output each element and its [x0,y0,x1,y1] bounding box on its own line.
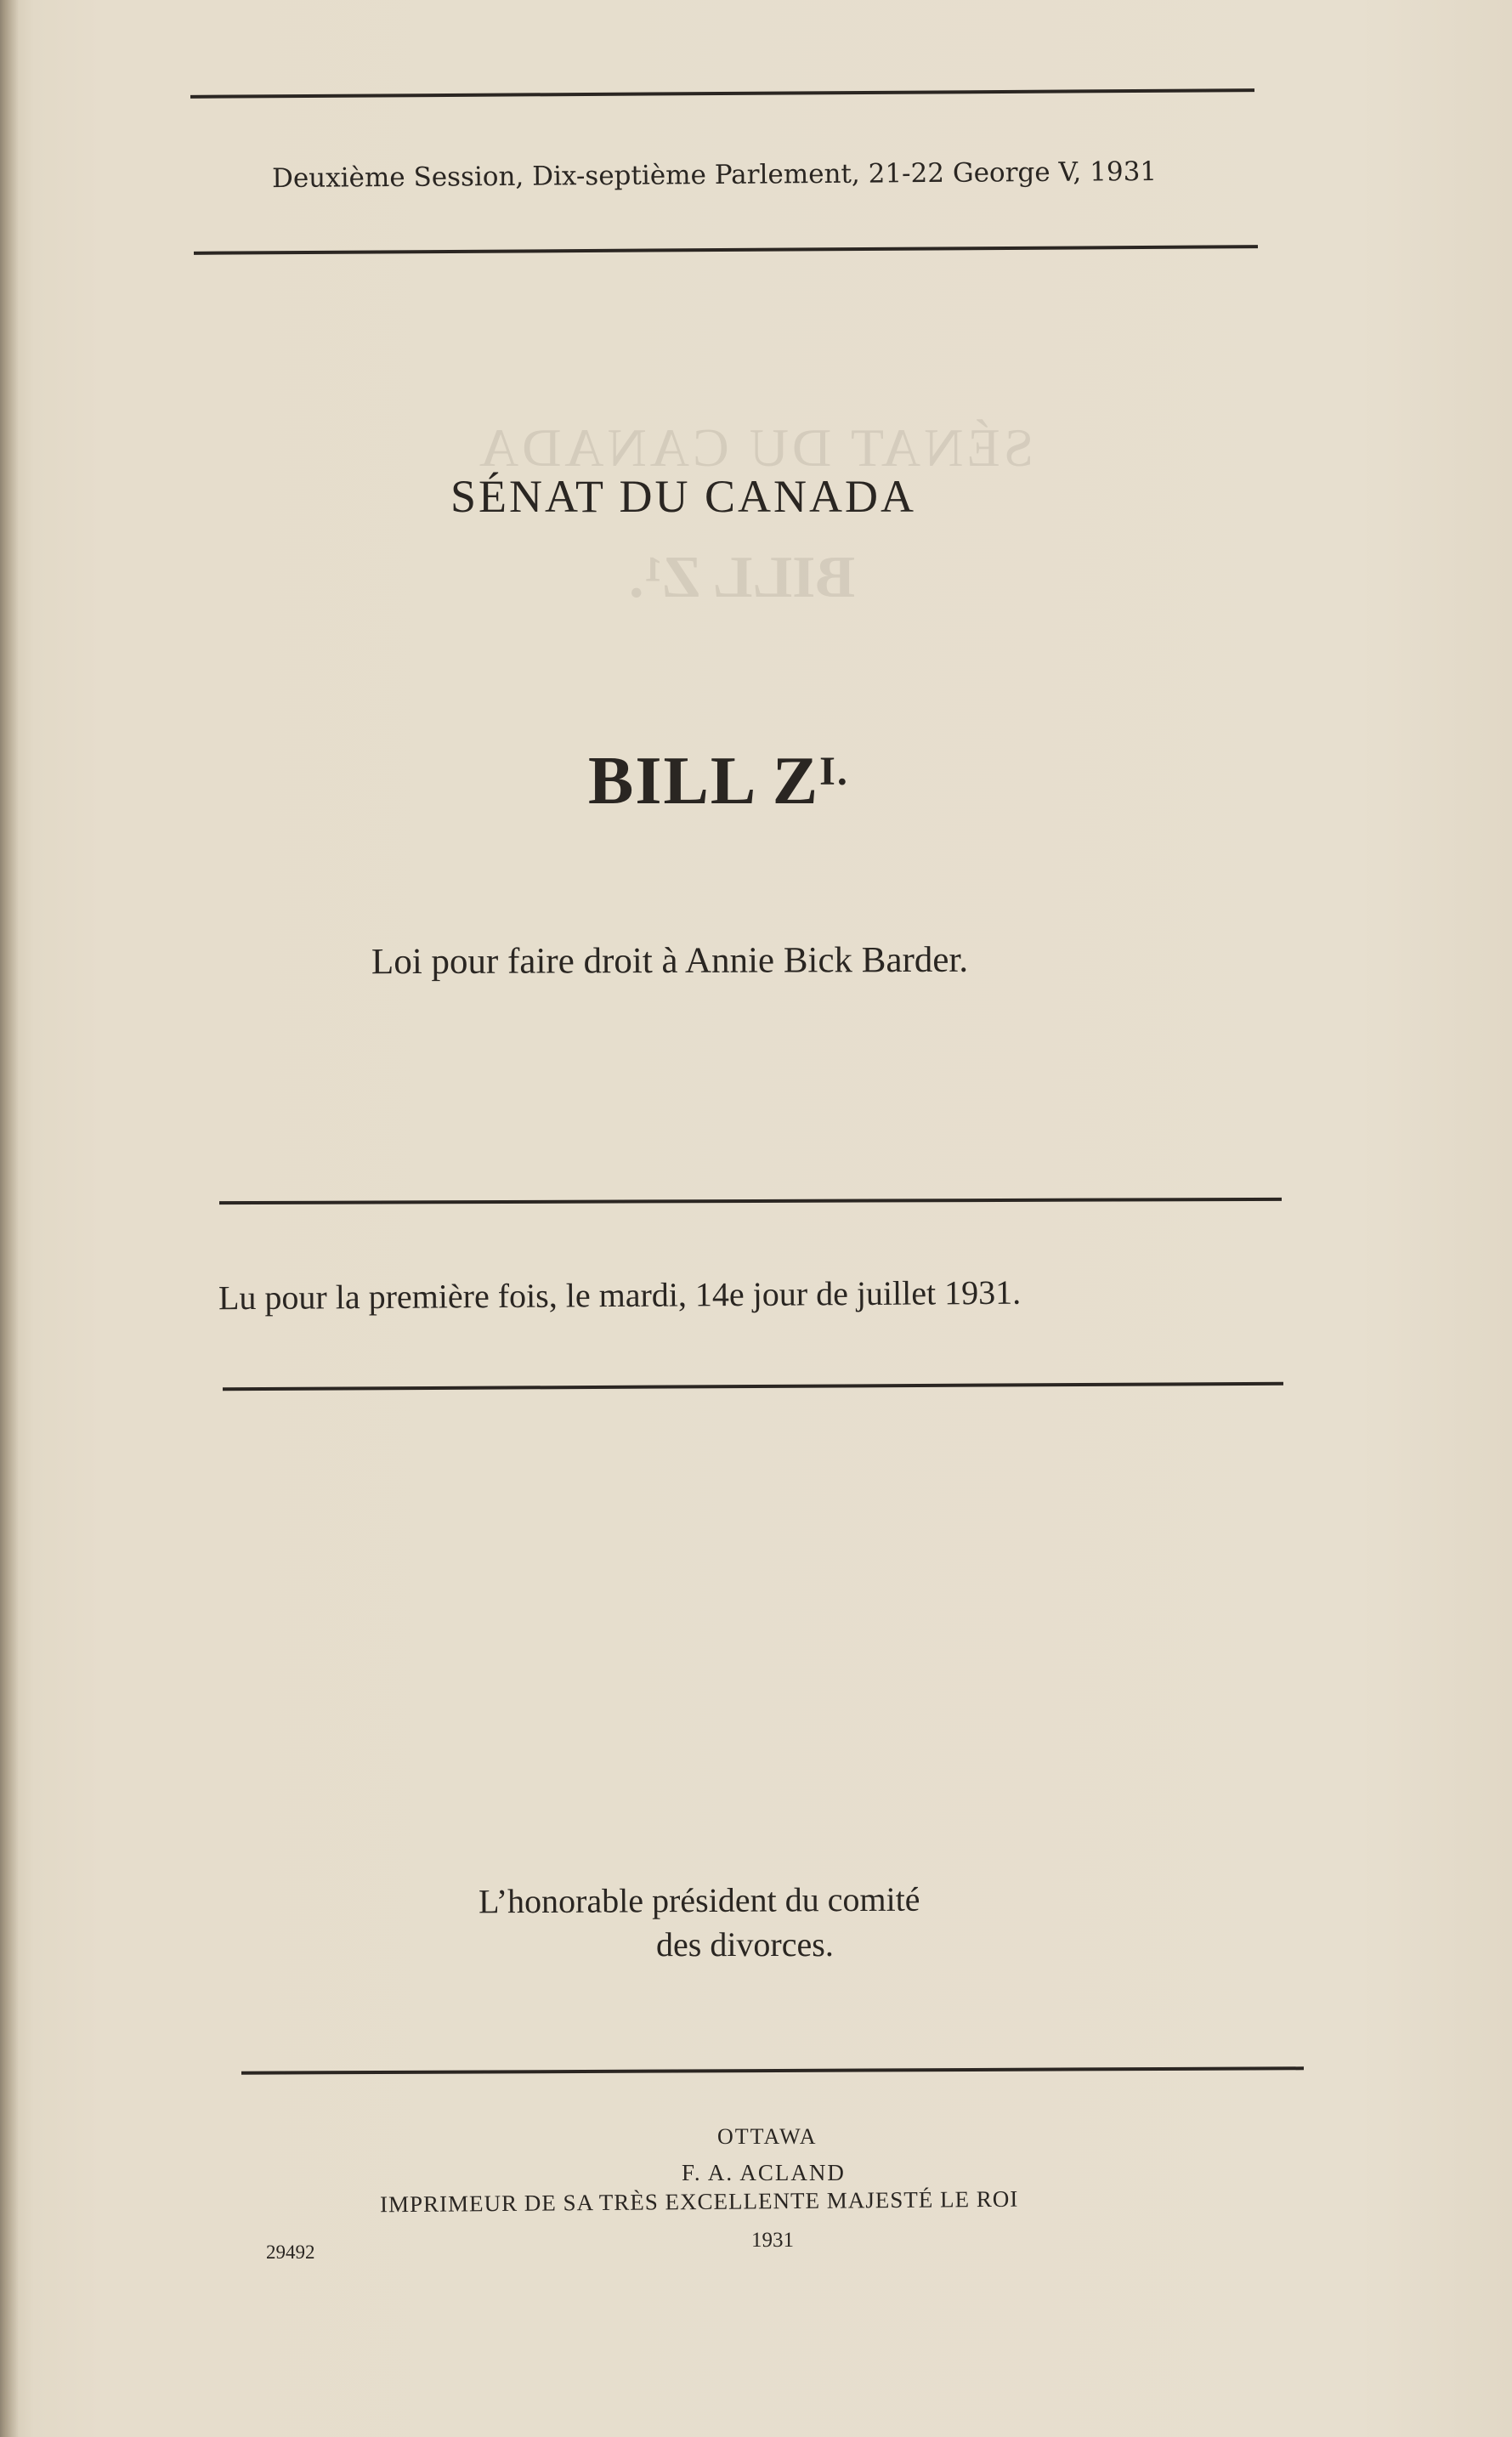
imprint-year: 1931 [751,2229,794,2252]
sponsor-line-2: des divorces. [656,1925,834,1964]
first-reading-line: Lu pour la première fois, le mardi, 14e jour de juillet 1931. [218,1272,1022,1318]
bill-title-sup: I. [819,749,849,794]
bleed-through-title: SÉNAT DU CANADA [476,417,1034,478]
bleed-through-bill: BILL Z¹. [629,545,856,610]
bill-description: Loi pour faire droit à Annie Bick Barder. [371,939,969,983]
senate-title: SÉNAT DU CANADA [450,471,917,522]
imprint-printer-title: IMPRIMEUR DE SA TRÈS EXCELLENTE MAJESTÉ LE ROI [379,2185,1019,2218]
sponsor-line-1: L’honorable président du comité [478,1879,920,1921]
reading-rule-top [219,1198,1282,1204]
job-number: 29492 [266,2241,315,2263]
imprint-city: OTTAWA [717,2124,818,2149]
session-line: Deuxième Session, Dix-septième Parlement, 21-22 George V, 1931 [271,156,1158,195]
bill-title-main: BILL Z [588,744,820,819]
binding-edge [0,0,19,2437]
header-rule-bottom [194,245,1258,255]
imprint-rule [241,2066,1304,2074]
imprint-printer-name: F. A. ACLAND [682,2160,846,2185]
header-rule-top [190,88,1254,99]
reading-rule-bottom [223,1382,1283,1391]
bill-title [588,743,849,820]
